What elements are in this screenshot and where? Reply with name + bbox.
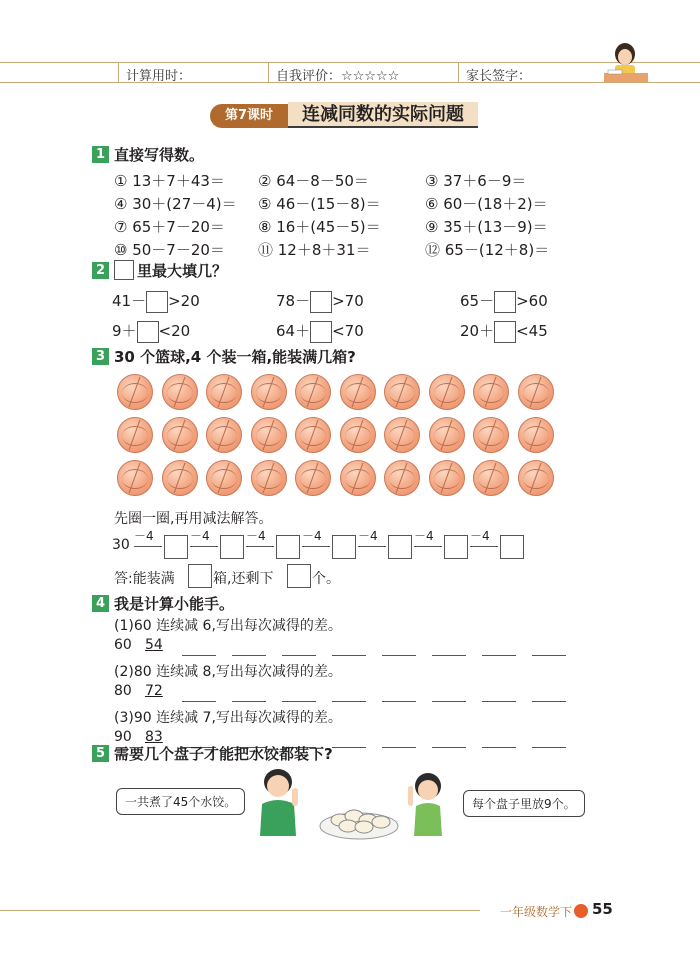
arrow-line [358,546,386,547]
basketball-icon [473,417,509,453]
arrow-line [470,546,498,547]
chain-answer-box[interactable] [276,535,300,559]
inequality-item [460,290,548,313]
answer-label-b: 箱,还剩下 [213,571,274,587]
question-1-title: 直接写得数。 [114,146,205,164]
difference-blank[interactable] [532,747,566,748]
basketball-icon [518,417,554,453]
chain-start: 30 [112,537,130,553]
inequality-answer-box[interactable] [146,291,168,313]
arrow-line [134,546,162,547]
part-prompt: (3)90 连续减 7,写出每次减得的差。 [114,710,342,726]
inequality-answer-box[interactable] [137,321,159,343]
difference-blank[interactable] [332,701,366,702]
speech-bubble-boy: 一共煮了45个水饺。 [116,788,245,815]
inequality-right: <45 [516,322,548,340]
basketball-icon [206,374,242,410]
basketball-icon [340,374,376,410]
difference-blank[interactable] [382,701,416,702]
difference-blank[interactable] [182,701,216,702]
difference-blank[interactable] [482,655,516,656]
basketball-icon [518,460,554,496]
basketball-icon [340,417,376,453]
equation-item: ⑤ 46－(15－8)＝ [258,195,381,213]
basketball-icon [251,374,287,410]
basketball-icon [295,417,331,453]
difference-blank[interactable] [232,655,266,656]
part-start-value: 60 [114,637,132,653]
arrow-line [246,546,274,547]
basketball-icon [251,460,287,496]
part-start-value: 90 [114,729,132,745]
basketball-icon [384,460,420,496]
page-marker-icon [574,904,588,918]
chain-answer-box[interactable] [444,535,468,559]
inequality-left: 64＋ [276,322,311,340]
equation-item: ① 13＋7＋43＝ [114,172,225,190]
student-reading-illustration [600,40,650,86]
part-first-difference: 72 [145,683,163,699]
equation-item: ⑪ 12＋8＋31＝ [258,241,371,259]
question-4-title: 我是计算小能手。 [114,595,235,613]
inequality-left: 9＋ [112,322,137,340]
difference-blank[interactable] [282,655,316,656]
part-first-difference: 83 [145,729,163,745]
question-3-title: 30 个篮球,4 个装一箱,能装满几箱? [114,348,356,366]
difference-blank[interactable] [432,701,466,702]
question-2-number: 2 [92,262,109,279]
chain-answer-box[interactable] [220,535,244,559]
time-label: 计算用时： [126,69,192,84]
chain-answer-box[interactable] [500,535,524,559]
part-start-value: 80 [114,683,132,699]
question-1-number: 1 [92,146,109,163]
minus-four-label: －4 [134,529,154,543]
equation-item: ⑫ 65－(12＋8)＝ [425,241,550,259]
basketball-icon [429,417,465,453]
basketball-icon [162,374,198,410]
difference-blank[interactable] [532,655,566,656]
minus-four-label: －4 [414,529,434,543]
boy-illustration [248,766,310,838]
difference-blank[interactable] [482,747,516,748]
inequality-right: >60 [516,292,548,310]
basketball-icon [473,374,509,410]
basketball-icon [162,417,198,453]
speech-bubble-girl: 每个盘子里放9个。 [463,790,585,817]
inequality-item [460,320,548,343]
footer-book-title: 一年级数学下 [500,905,573,919]
basketball-icon [206,417,242,453]
inequality-answer-box[interactable] [310,321,332,343]
inequality-right: >20 [168,292,200,310]
question-5-title: 需要几个盘子才能把水饺都装下? [114,745,333,763]
minus-four-label: －4 [358,529,378,543]
equation-item: ⑨ 35＋(13－9)＝ [425,218,548,236]
chain-answer-box[interactable] [388,535,412,559]
basketball-icon [384,417,420,453]
inequality-right: <20 [158,322,191,340]
equation-item: ⑧ 16＋(45－5)＝ [258,218,381,236]
question-5-number: 5 [92,745,109,762]
answer-label-a: 答:能装满 [114,571,175,587]
minus-four-label: －4 [470,529,490,543]
answer-box-icon [114,260,134,280]
equation-item: ③ 37＋6－9＝ [425,172,527,190]
inequality-right: <70 [332,322,364,340]
basketball-icon [162,460,198,496]
lesson-title: 连减同数的实际问题 [288,102,478,128]
self-eval-label: 自我评价：☆☆☆☆☆ [276,69,400,84]
chain-answer-box[interactable] [164,535,188,559]
lesson-badge: 第7课时 [210,104,288,128]
inequality-answer-box[interactable] [494,291,516,313]
minus-four-label: －4 [246,529,266,543]
answer-box-boxes[interactable] [188,564,212,588]
basketball-icon [518,374,554,410]
basketball-icon [117,374,153,410]
equation-item: ⑥ 60－(18＋2)＝ [425,195,548,213]
difference-blank[interactable] [282,701,316,702]
part-prompt: (2)80 连续减 8,写出每次减得的差。 [114,664,342,680]
page-number: 55 [592,900,613,918]
basketball-icon [429,374,465,410]
difference-blank[interactable] [332,655,366,656]
basketball-icon [295,374,331,410]
chain-answer-box[interactable] [332,535,356,559]
arrow-line [414,546,442,547]
part-first-difference: 54 [145,637,163,653]
question-4-number: 4 [92,595,109,612]
basketball-icon [340,460,376,496]
inequality-right: >70 [332,292,364,310]
difference-blank[interactable] [482,701,516,702]
inequality-item [112,320,190,343]
basketball-icon [117,460,153,496]
minus-four-label: －4 [190,529,210,543]
basketball-icon [473,460,509,496]
difference-blank[interactable] [182,655,216,656]
inequality-item [276,290,364,313]
difference-blank[interactable] [382,655,416,656]
question-3-number: 3 [92,348,109,365]
difference-blank[interactable] [382,747,416,748]
inequality-item [112,290,200,313]
equation-item: ⑩ 50－7－20＝ [114,241,225,259]
girl-illustration [404,770,450,838]
inequality-item [276,320,364,343]
part-prompt: (1)60 连续减 6,写出每次减得的差。 [114,618,342,634]
equation-item: ⑦ 65＋7－20＝ [114,218,225,236]
basketball-icon [206,460,242,496]
arrow-line [190,546,218,547]
inequality-answer-box[interactable] [494,321,516,343]
basketball-icon [384,374,420,410]
basketball-icon [295,460,331,496]
difference-blank[interactable] [332,747,366,748]
difference-blank[interactable] [232,701,266,702]
answer-box-remaining[interactable] [287,564,311,588]
question-2-title: 里最大填几？ [137,262,228,280]
parent-sign-label: 家长签字： [466,69,532,84]
inequality-left: 78－ [276,292,311,310]
difference-blank[interactable] [432,655,466,656]
arrow-line [302,546,330,547]
basketball-icon [251,417,287,453]
dumpling-plate-illustration [318,800,400,842]
equation-item: ④ 30＋(27－4)＝ [114,195,237,213]
answer-label-c: 个。 [312,571,340,587]
difference-blank[interactable] [532,701,566,702]
inequality-left: 41－ [112,292,147,310]
basketball-icon [429,460,465,496]
inequality-left: 65－ [460,292,495,310]
basketball-icon [117,417,153,453]
minus-four-label: －4 [302,529,322,543]
question-3-instruction: 先圈一圈,再用减法解答。 [114,511,273,527]
difference-blank[interactable] [432,747,466,748]
inequality-answer-box[interactable] [310,291,332,313]
inequality-left: 20＋ [460,322,495,340]
equation-item: ② 64－8－50＝ [258,172,369,190]
